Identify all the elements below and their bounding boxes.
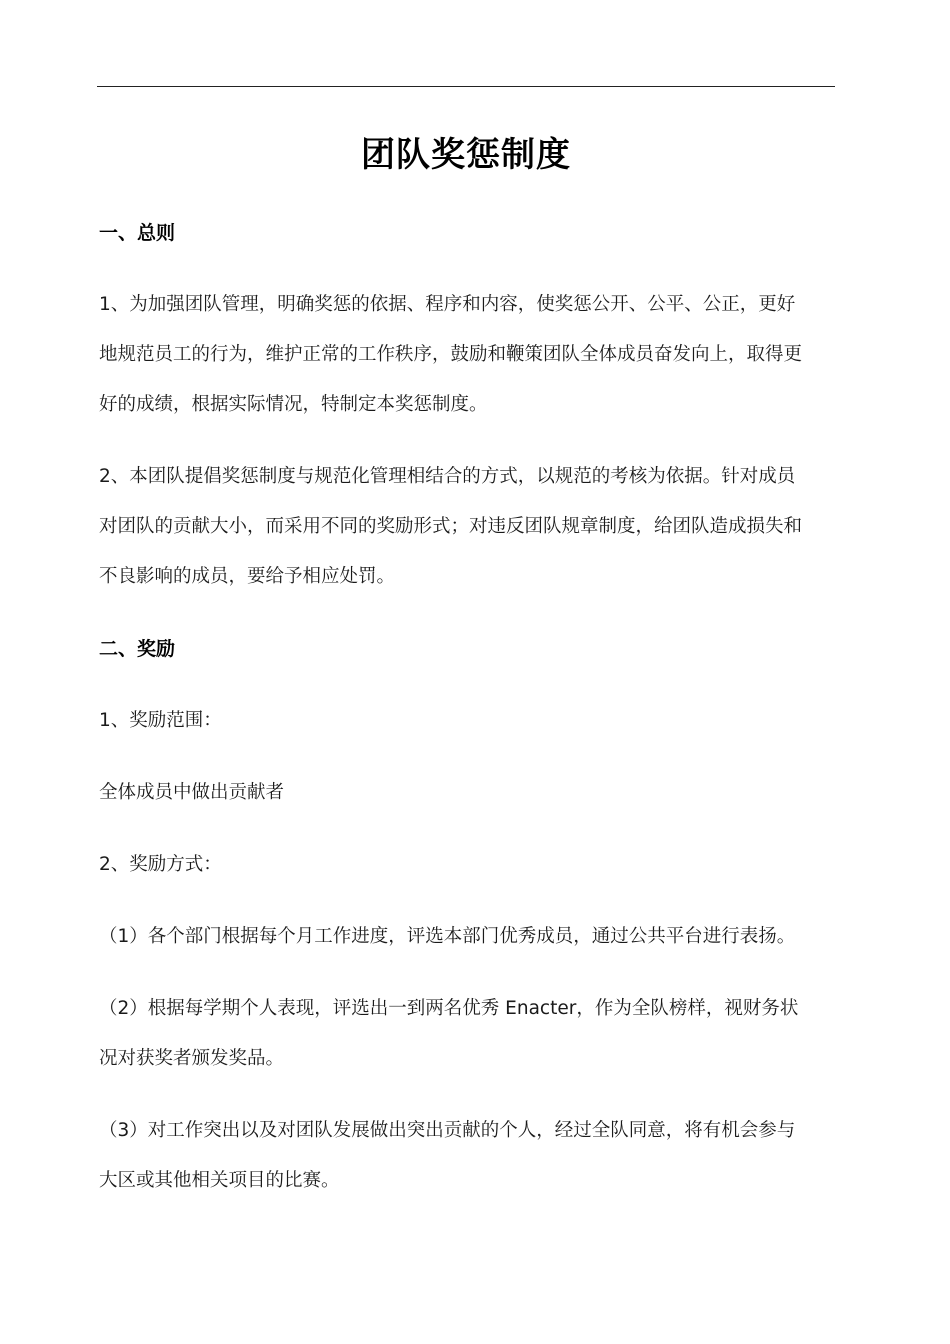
paragraph-line: （3）对工作突出以及对团队发展做出突出贡献的个人，经过全队同意，将有机会参与 [99,1120,796,1141]
paragraph-reward-scope [99,768,834,818]
paragraph-line: 况对获奖者颁发奖品。 [99,1048,285,1069]
section-heading-general: 一、总则 [99,222,176,244]
section-heading-rewards: 二、奖励 [99,638,176,660]
paragraph-line: 好的成绩，根据实际情况，特制定本奖惩制度。 [99,394,488,415]
paragraph-line: 2、本团队提倡奖惩制度与规范化管理相结合的方式，以规范的考核为依据。针对成员 [99,466,796,487]
paragraph-line: 1、为加强团队管理，明确奖惩的依据、程序和内容，使奖惩公开、公平、公正，更好 [99,294,796,315]
paragraph-reward-method-2 [99,984,834,1084]
paragraph-general-1 [99,280,834,430]
paragraph-reward-method-label [99,840,834,890]
document-title: 团队奖惩制度 [361,135,571,175]
paragraph-line: 全体成员中做出贡献者 [99,782,285,803]
paragraph-reward-method-1 [99,912,834,962]
header-rule [97,86,835,87]
paragraph-line: 对团队的贡献大小，而采用不同的奖励形式；对违反团队规章制度，给团队造成损失和 [99,516,803,537]
paragraph-line: 地规范员工的行为，维护正常的工作秩序，鼓励和鞭策团队全体成员奋发向上，取得更 [99,344,803,365]
paragraph-reward-method-3 [99,1106,834,1206]
paragraph-line: 大区或其他相关项目的比赛。 [99,1170,340,1191]
paragraph-line: 1、奖励范围： [99,710,222,731]
paragraph-line: 2、奖励方式： [99,854,222,875]
paragraph-reward-scope-label [99,696,834,746]
paragraph-line: （2）根据每学期个人表现，评选出一到两名优秀 Enacter，作为全队榜样，视财务状 [99,998,799,1019]
paragraph-line: （1）各个部门根据每个月工作进度，评选本部门优秀成员，通过公共平台进行表扬。 [99,926,796,947]
paragraph-general-2 [99,452,834,602]
paragraph-line: 不良影响的成员，要给予相应处罚。 [99,566,396,587]
